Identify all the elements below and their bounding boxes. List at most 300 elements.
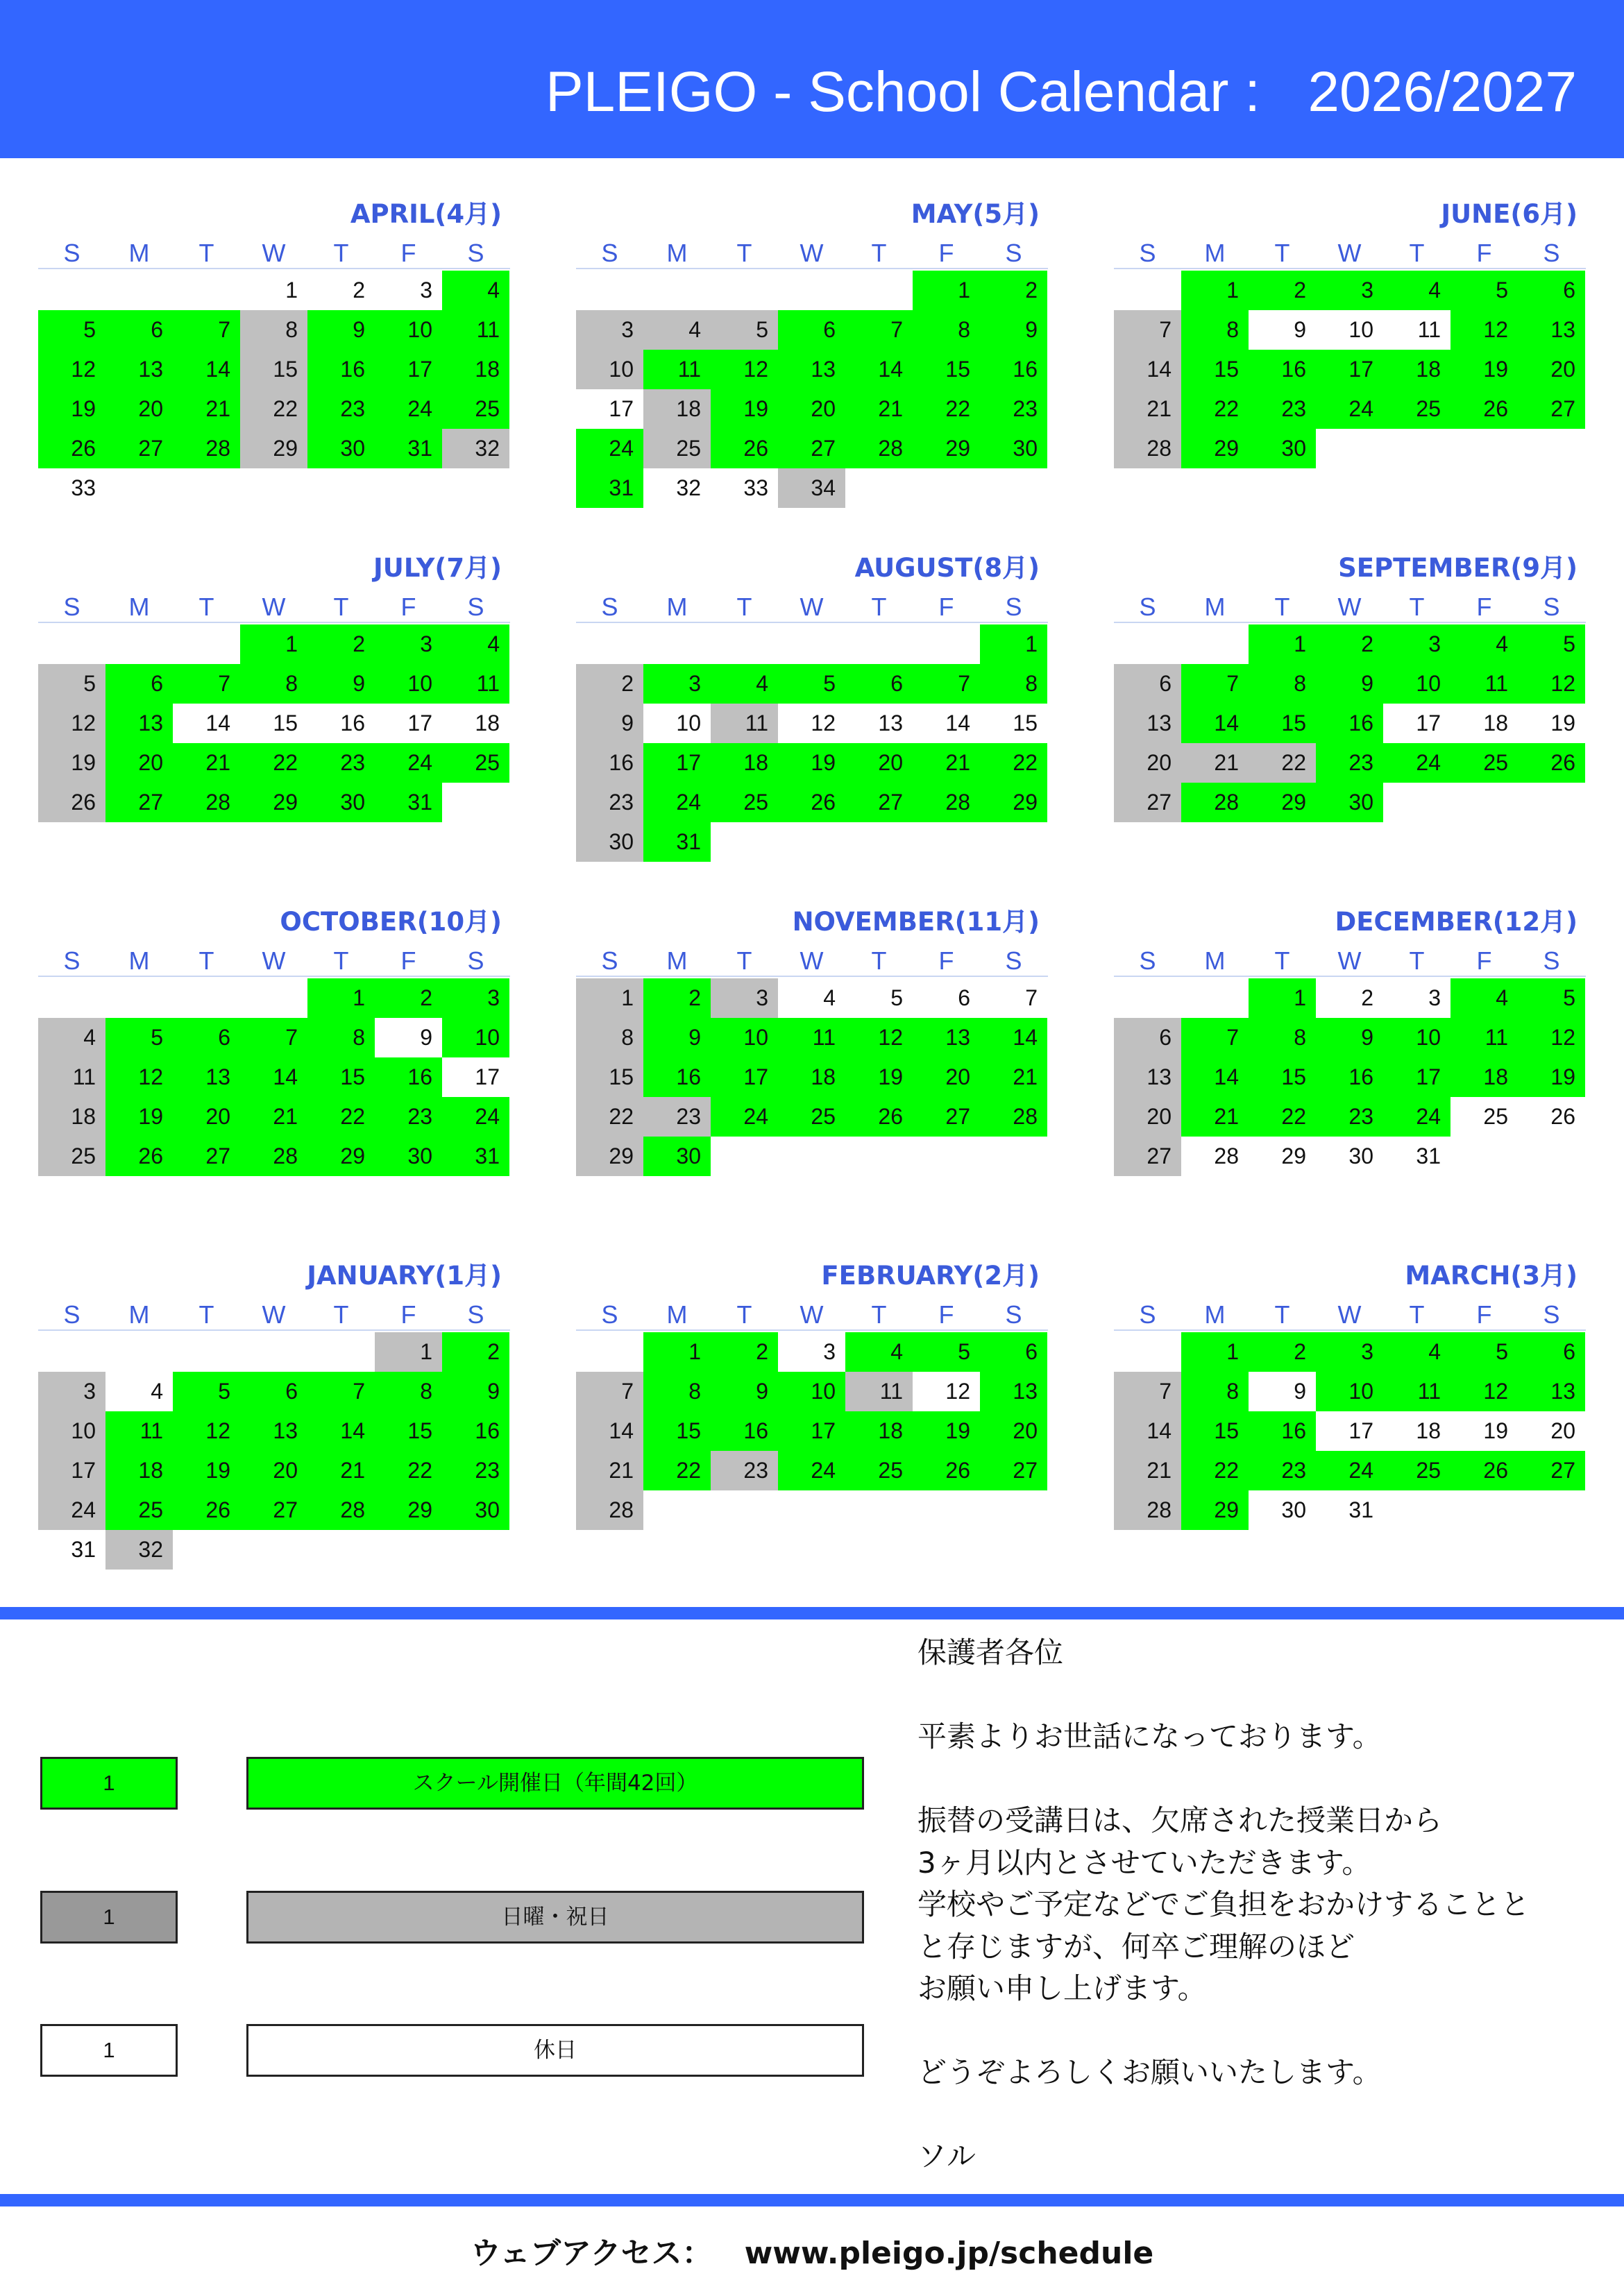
weekday-label: S — [1543, 239, 1560, 267]
legend-sample-school-day: 1 — [40, 1757, 178, 1810]
day-cell: 21 — [1114, 389, 1181, 429]
day-cell: 22 — [913, 389, 980, 429]
day-cell: 19 — [1450, 1411, 1518, 1451]
day-cell: 19 — [105, 1097, 173, 1137]
day-cell: 30 — [1316, 783, 1383, 822]
day-cell: 6 — [1114, 664, 1181, 704]
day-cell: 24 — [576, 429, 643, 468]
weekday-label: M — [666, 593, 688, 621]
weekday-label: F — [1476, 239, 1492, 267]
day-cell: 4 — [1383, 271, 1450, 310]
day-cell: 24 — [643, 783, 711, 822]
weekday-label: T — [1409, 1300, 1425, 1329]
day-cell: 31 — [38, 1530, 105, 1570]
day-cell: 5 — [38, 664, 105, 704]
day-cell: 14 — [576, 1411, 643, 1451]
legend-sample-holiday: 1 — [40, 1891, 178, 1944]
parent-notice — [917, 1632, 1612, 2178]
day-cell: 27 — [980, 1451, 1047, 1490]
day-cell: 15 — [1249, 1057, 1316, 1097]
month-title: JUNE(6月) — [1441, 199, 1578, 229]
day-cell: 2 — [643, 978, 711, 1018]
web-access-footer: ウェブアクセス： www.pleigo.jp/schedule — [470, 2236, 1154, 2271]
day-cell: 2 — [442, 1332, 509, 1372]
day-cell: 7 — [240, 1018, 307, 1057]
weekday-header — [576, 239, 1048, 269]
day-cell: 24 — [375, 743, 442, 783]
day-cell: 30 — [307, 429, 375, 468]
day-cell: 33 — [38, 468, 105, 508]
day-cell: 15 — [913, 350, 980, 389]
day-cell: 11 — [1450, 664, 1518, 704]
day-cell: 18 — [1383, 350, 1450, 389]
day-cell: 7 — [1181, 1018, 1249, 1057]
day-cell: 29 — [576, 1137, 643, 1176]
day-cell: 23 — [711, 1451, 778, 1490]
weekday-label: M — [1204, 946, 1226, 975]
weekday-label: F — [938, 593, 954, 621]
day-cell: 6 — [778, 310, 845, 350]
day-cell: 12 — [105, 1057, 173, 1097]
day-cell: 3 — [1383, 978, 1450, 1018]
weekday-label: W — [800, 946, 824, 975]
day-cell: 8 — [1249, 664, 1316, 704]
day-cell: 6 — [913, 978, 980, 1018]
day-cell: 1 — [240, 624, 307, 664]
day-cell: 14 — [307, 1411, 375, 1451]
day-cell: 10 — [375, 310, 442, 350]
day-cell: 31 — [1316, 1490, 1383, 1530]
day-cell: 10 — [442, 1018, 509, 1057]
day-cell: 14 — [1181, 704, 1249, 743]
day-cell: 4 — [1450, 978, 1518, 1018]
day-cell: 10 — [778, 1372, 845, 1411]
weekday-label: T — [1409, 946, 1425, 975]
weekday-label: S — [467, 1300, 484, 1329]
weekday-label: M — [1204, 1300, 1226, 1329]
day-cell: 3 — [778, 1332, 845, 1372]
day-cell: 30 — [307, 783, 375, 822]
day-cell: 23 — [307, 389, 375, 429]
day-cell: 21 — [1181, 1097, 1249, 1137]
day-cell: 4 — [711, 664, 778, 704]
day-cell: 23 — [442, 1451, 509, 1490]
month-title: AUGUST(8月) — [854, 553, 1040, 583]
weekday-label: S — [1005, 946, 1022, 975]
day-cell: 1 — [1249, 978, 1316, 1018]
day-cell: 29 — [913, 429, 980, 468]
weekday-label: S — [1139, 1300, 1156, 1329]
day-cell: 23 — [980, 389, 1047, 429]
notice-line: ソル — [917, 2139, 976, 2173]
weekday-label: S — [601, 1300, 618, 1329]
day-cell: 8 — [375, 1372, 442, 1411]
weekday-label: S — [63, 239, 81, 267]
day-cell: 2 — [1316, 624, 1383, 664]
day-cell: 17 — [778, 1411, 845, 1451]
day-cell: 18 — [643, 389, 711, 429]
weekday-label: T — [871, 239, 887, 267]
day-cell: 15 — [1181, 350, 1249, 389]
weekday-header — [1114, 1300, 1586, 1331]
weekday-label: F — [400, 1300, 416, 1329]
day-cell: 2 — [307, 271, 375, 310]
day-cell: 10 — [375, 664, 442, 704]
weekday-label: W — [800, 593, 824, 621]
day-cell: 8 — [1249, 1018, 1316, 1057]
weekday-label: W — [262, 239, 286, 267]
day-cell: 19 — [1518, 1057, 1585, 1097]
day-cell: 15 — [643, 1411, 711, 1451]
day-cell: 18 — [38, 1097, 105, 1137]
weekday-header — [576, 946, 1048, 977]
day-cell: 10 — [576, 350, 643, 389]
day-cell: 7 — [576, 1372, 643, 1411]
day-cell: 3 — [711, 978, 778, 1018]
day-cell: 30 — [1249, 1490, 1316, 1530]
weekday-label: T — [871, 946, 887, 975]
day-cell: 7 — [913, 664, 980, 704]
day-cell: 24 — [442, 1097, 509, 1137]
day-cell: 15 — [576, 1057, 643, 1097]
day-cell: 13 — [1518, 310, 1585, 350]
day-cell: 21 — [576, 1451, 643, 1490]
weekday-label: W — [1337, 593, 1362, 621]
day-cell: 27 — [1114, 1137, 1181, 1176]
day-cell: 28 — [576, 1490, 643, 1530]
day-cell: 26 — [38, 783, 105, 822]
weekday-label: W — [1337, 946, 1362, 975]
day-cell: 16 — [1249, 1411, 1316, 1451]
weekday-label: S — [1005, 593, 1022, 621]
divider-bottom — [0, 2194, 1624, 2206]
weekday-label: T — [1409, 239, 1425, 267]
day-cell: 30 — [442, 1490, 509, 1530]
day-cell: 31 — [643, 822, 711, 862]
day-cell: 25 — [1383, 389, 1450, 429]
notice-line: お願い申し上げます。 — [917, 1971, 1207, 2005]
day-cell: 19 — [1518, 704, 1585, 743]
day-cell: 4 — [105, 1372, 173, 1411]
weekday-label: W — [262, 593, 286, 621]
day-cell: 2 — [375, 978, 442, 1018]
day-cell: 30 — [1249, 429, 1316, 468]
weekday-label: W — [800, 1300, 824, 1329]
day-cell: 16 — [307, 350, 375, 389]
day-cell: 18 — [442, 704, 509, 743]
weekday-label: T — [736, 946, 752, 975]
day-cell: 16 — [711, 1411, 778, 1451]
notice-line: 保護者各位 — [917, 1635, 1064, 1669]
weekday-label: S — [63, 593, 81, 621]
weekday-header — [38, 946, 510, 977]
day-cell: 22 — [643, 1451, 711, 1490]
day-cell: 10 — [711, 1018, 778, 1057]
day-cell: 5 — [913, 1332, 980, 1372]
day-cell: 6 — [1518, 271, 1585, 310]
day-cell: 26 — [173, 1490, 240, 1530]
day-cell: 12 — [1450, 310, 1518, 350]
month-title: MARCH(3月) — [1405, 1261, 1578, 1291]
day-cell: 15 — [980, 704, 1047, 743]
day-cell: 17 — [576, 389, 643, 429]
day-cell: 7 — [1181, 664, 1249, 704]
weekday-label: M — [1204, 593, 1226, 621]
day-cell: 22 — [1181, 389, 1249, 429]
day-cell: 24 — [375, 389, 442, 429]
day-cell: 26 — [1518, 1097, 1585, 1137]
day-cell: 29 — [240, 783, 307, 822]
day-cell: 5 — [711, 310, 778, 350]
day-cell: 22 — [576, 1097, 643, 1137]
month-title: SEPTEMBER(9月) — [1338, 553, 1578, 583]
weekday-label: S — [1543, 1300, 1560, 1329]
day-cell: 26 — [913, 1451, 980, 1490]
day-cell: 29 — [1249, 1137, 1316, 1176]
day-cell: 29 — [307, 1137, 375, 1176]
day-cell: 18 — [442, 350, 509, 389]
day-cell: 28 — [307, 1490, 375, 1530]
weekday-label: S — [467, 239, 484, 267]
day-cell: 10 — [1316, 310, 1383, 350]
weekday-label: T — [1274, 239, 1290, 267]
day-cell: 23 — [307, 743, 375, 783]
day-cell: 25 — [643, 429, 711, 468]
day-cell: 9 — [1249, 1372, 1316, 1411]
day-cell: 13 — [173, 1057, 240, 1097]
day-cell: 11 — [38, 1057, 105, 1097]
weekday-label: F — [400, 239, 416, 267]
day-cell: 25 — [442, 389, 509, 429]
day-cell: 5 — [1450, 271, 1518, 310]
month-title: JANUARY(1月) — [307, 1261, 502, 1291]
weekday-label: T — [333, 946, 349, 975]
day-cell: 23 — [1316, 1097, 1383, 1137]
day-cell: 13 — [1518, 1372, 1585, 1411]
day-cell: 24 — [1316, 389, 1383, 429]
day-cell: 21 — [913, 743, 980, 783]
day-cell: 7 — [173, 310, 240, 350]
day-cell: 1 — [576, 978, 643, 1018]
day-cell: 19 — [913, 1411, 980, 1451]
day-cell: 17 — [375, 350, 442, 389]
legend-label-school-day: スクール開催日（年間42回） — [246, 1757, 864, 1810]
day-cell: 4 — [442, 624, 509, 664]
day-cell: 12 — [173, 1411, 240, 1451]
day-cell: 7 — [307, 1372, 375, 1411]
day-cell: 26 — [105, 1137, 173, 1176]
day-cell: 16 — [576, 743, 643, 783]
day-cell: 9 — [643, 1018, 711, 1057]
legend-sample-off-day: 1 — [40, 2024, 178, 2077]
weekday-label: S — [1005, 1300, 1022, 1329]
day-cell: 17 — [38, 1451, 105, 1490]
day-cell: 14 — [1114, 350, 1181, 389]
day-cell: 31 — [1383, 1137, 1450, 1176]
day-cell: 16 — [980, 350, 1047, 389]
day-cell: 20 — [1114, 1097, 1181, 1137]
day-cell: 28 — [173, 429, 240, 468]
day-cell: 11 — [1450, 1018, 1518, 1057]
day-cell: 28 — [173, 783, 240, 822]
day-cell: 31 — [375, 429, 442, 468]
day-cell: 5 — [105, 1018, 173, 1057]
day-cell: 28 — [1114, 1490, 1181, 1530]
weekday-label: T — [333, 593, 349, 621]
day-cell: 5 — [845, 978, 913, 1018]
day-cell: 8 — [980, 664, 1047, 704]
day-cell: 9 — [375, 1018, 442, 1057]
day-cell: 5 — [1450, 1332, 1518, 1372]
day-cell: 8 — [1181, 310, 1249, 350]
weekday-label: T — [736, 1300, 752, 1329]
weekday-label: T — [333, 239, 349, 267]
day-cell: 3 — [375, 271, 442, 310]
day-cell: 13 — [1114, 1057, 1181, 1097]
day-cell: 22 — [240, 389, 307, 429]
day-cell: 17 — [711, 1057, 778, 1097]
day-cell: 13 — [778, 350, 845, 389]
day-cell: 17 — [1383, 1057, 1450, 1097]
day-cell: 25 — [1383, 1451, 1450, 1490]
day-cell: 7 — [845, 310, 913, 350]
day-cell: 20 — [240, 1451, 307, 1490]
day-cell: 8 — [1181, 1372, 1249, 1411]
day-cell: 11 — [845, 1372, 913, 1411]
day-cell: 32 — [105, 1530, 173, 1570]
day-cell: 13 — [980, 1372, 1047, 1411]
weekday-label: W — [1337, 1300, 1362, 1329]
weekday-label: T — [1409, 593, 1425, 621]
day-cell: 15 — [1181, 1411, 1249, 1451]
day-cell: 23 — [1249, 389, 1316, 429]
day-cell: 20 — [913, 1057, 980, 1097]
day-cell: 19 — [845, 1057, 913, 1097]
day-cell: 12 — [711, 350, 778, 389]
notice-line — [917, 2094, 1612, 2136]
weekday-label: W — [262, 946, 286, 975]
day-cell: 31 — [375, 783, 442, 822]
day-cell: 29 — [375, 1490, 442, 1530]
day-cell: 27 — [105, 783, 173, 822]
weekday-label: T — [871, 1300, 887, 1329]
day-cell: 11 — [442, 664, 509, 704]
day-cell: 30 — [1316, 1137, 1383, 1176]
day-cell: 12 — [38, 350, 105, 389]
day-cell: 21 — [845, 389, 913, 429]
day-cell: 4 — [442, 271, 509, 310]
day-cell: 14 — [173, 350, 240, 389]
day-cell: 8 — [576, 1018, 643, 1057]
day-cell: 18 — [1383, 1411, 1450, 1451]
day-cell: 6 — [980, 1332, 1047, 1372]
weekday-label: S — [467, 946, 484, 975]
day-cell: 6 — [105, 310, 173, 350]
day-cell: 7 — [1114, 1372, 1181, 1411]
weekday-label: S — [1139, 239, 1156, 267]
page-title: PLEIGO - School Calendar : 2026/2027 — [545, 60, 1577, 124]
weekday-label: S — [1139, 593, 1156, 621]
day-cell: 22 — [1249, 743, 1316, 783]
day-cell: 21 — [307, 1451, 375, 1490]
day-cell: 18 — [778, 1057, 845, 1097]
day-cell: 2 — [1316, 978, 1383, 1018]
weekday-label: F — [1476, 1300, 1492, 1329]
day-cell: 14 — [913, 704, 980, 743]
day-cell: 29 — [240, 429, 307, 468]
weekday-header — [576, 1300, 1048, 1331]
day-cell: 24 — [778, 1451, 845, 1490]
day-cell: 12 — [1518, 664, 1585, 704]
day-cell: 26 — [38, 429, 105, 468]
weekday-header — [38, 1300, 510, 1331]
day-cell: 20 — [1114, 743, 1181, 783]
month-title: APRIL(4月) — [350, 199, 502, 229]
weekday-label: M — [128, 239, 150, 267]
day-cell: 23 — [1316, 743, 1383, 783]
header-bar — [0, 0, 1624, 158]
day-cell: 27 — [778, 429, 845, 468]
day-cell: 15 — [307, 1057, 375, 1097]
day-cell: 17 — [1316, 1411, 1383, 1451]
divider-top — [0, 1607, 1624, 1619]
day-cell: 22 — [375, 1451, 442, 1490]
day-cell: 7 — [173, 664, 240, 704]
weekday-label: M — [128, 593, 150, 621]
day-cell: 28 — [1181, 783, 1249, 822]
day-cell: 28 — [1114, 429, 1181, 468]
notice-line — [917, 2010, 1612, 2052]
day-cell: 25 — [711, 783, 778, 822]
day-cell: 28 — [240, 1137, 307, 1176]
weekday-label: S — [467, 593, 484, 621]
day-cell: 8 — [240, 664, 307, 704]
day-cell: 30 — [375, 1137, 442, 1176]
notice-line: と存じますが、何卒ご理解のほど — [917, 1929, 1355, 1964]
day-cell: 19 — [1450, 350, 1518, 389]
day-cell: 23 — [375, 1097, 442, 1137]
day-cell: 25 — [845, 1451, 913, 1490]
notice-line: 学校やご予定などでご負担をおかけすることと — [917, 1887, 1530, 1921]
day-cell: 23 — [576, 783, 643, 822]
day-cell: 14 — [1181, 1057, 1249, 1097]
day-cell: 20 — [1518, 1411, 1585, 1451]
weekday-label: T — [736, 593, 752, 621]
day-cell: 26 — [1518, 743, 1585, 783]
weekday-label: T — [198, 946, 214, 975]
day-cell: 19 — [173, 1451, 240, 1490]
day-cell: 13 — [105, 704, 173, 743]
weekday-label: S — [63, 946, 81, 975]
day-cell: 6 — [240, 1372, 307, 1411]
weekday-label: F — [1476, 593, 1492, 621]
day-cell: 1 — [1181, 271, 1249, 310]
day-cell: 18 — [845, 1411, 913, 1451]
day-cell: 9 — [1316, 664, 1383, 704]
day-cell: 29 — [980, 783, 1047, 822]
day-cell: 31 — [442, 1137, 509, 1176]
weekday-label: M — [1204, 239, 1226, 267]
notice-line: 振替の受講日は、欠席された授業日から — [917, 1803, 1443, 1837]
day-cell: 10 — [1316, 1372, 1383, 1411]
day-cell: 24 — [711, 1097, 778, 1137]
day-cell: 8 — [240, 310, 307, 350]
day-cell: 1 — [1249, 624, 1316, 664]
day-cell: 17 — [1383, 704, 1450, 743]
day-cell: 6 — [173, 1018, 240, 1057]
day-cell: 11 — [105, 1411, 173, 1451]
day-cell: 15 — [375, 1411, 442, 1451]
